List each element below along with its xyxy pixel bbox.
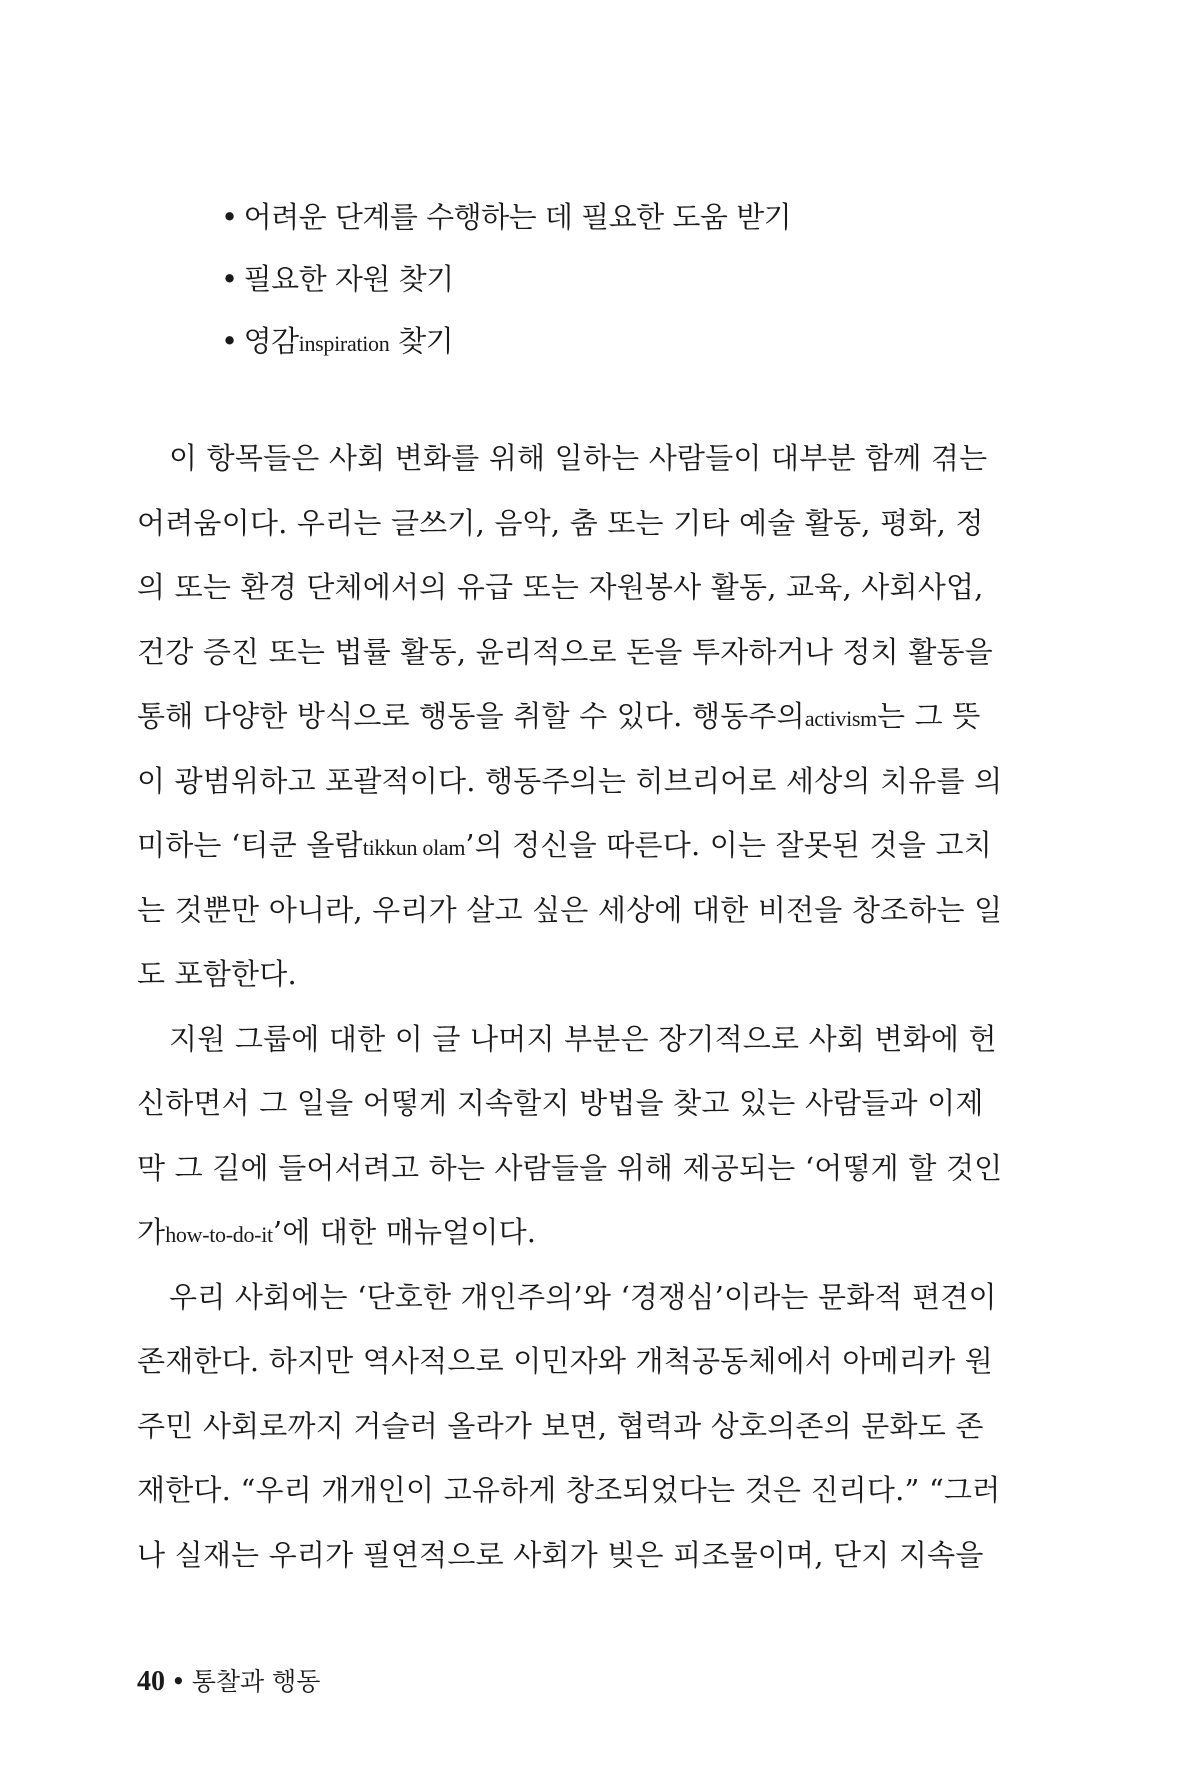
line-text: 미하는 ‘티쿤 올람 [137,828,363,862]
text-line: 도 포함한다. [137,957,297,991]
text-line [137,1200,969,1265]
bullet-text: 필요한 자원 찾기 [243,262,454,296]
text-line: 이 항목들은 사회 변화를 위해 일하는 사람들이 대부분 함께 겪는 [169,441,988,475]
paragraph-2 [137,1007,1003,1265]
bullet-text: 어려운 단계를 수행하는 데 필요한 도움 받기 [243,200,792,234]
line-text: 는 그 뜻 [876,699,981,733]
text-line: 어려움이다. 우리는 글쓰기, 음악, 춤 또는 기타 예술 활동, 평화, 정 [137,505,984,540]
line-text: 가 [137,1215,166,1249]
english-gloss: how-to-do-it [165,1222,273,1247]
text-line: 존재한다. 하지만 역사적으로 이민자와 개척공동체에서 아메리카 원 [137,1344,993,1378]
list-item [221,248,1021,310]
paragraph-3 [137,1265,1001,1588]
bullet-text-suffix: 찾기 [389,324,454,358]
list-item [221,310,1021,375]
text-line: 건강 증진 또는 법률 활동, 윤리적으로 돈을 투자하거나 정치 활동을 [137,634,993,669]
text-line: 지원 그룹에 대한 이 글 나머지 부분은 장기적으로 사회 변화에 헌 [169,1021,997,1056]
footer-separator: • [171,1667,186,1696]
bullet-marker: • [221,262,238,296]
bullet-marker: • [221,324,238,358]
english-gloss: activism [804,706,877,731]
english-gloss: inspiration [298,331,390,356]
page-number: 40 [137,1666,165,1697]
text-line: 는 것뿐만 아니라, 우리가 살고 싶은 세상에 대한 비전을 창조하는 일 [137,892,1003,927]
text-line: 이 광범위하고 포괄적이다. 행동주의는 히브리어로 세상의 치유를 의 [137,763,1003,798]
bullet-marker: • [221,200,238,234]
bullet-list [221,186,1021,375]
paragraph-1 [137,426,1003,1007]
line-text: 통해 다양한 방식으로 행동을 취할 수 있다. 행동주의 [137,699,805,733]
text-line: 주민 사회로까지 거슬러 올라가 보면, 협력과 상호의존의 문화도 존 [137,1408,984,1443]
text-line: 신하면서 그 일을 어떻게 지속할지 방법을 찾고 있는 사람들과 이제 [137,1086,984,1120]
text-line: 막 그 길에 들어서려고 하는 사람들을 위해 제공되는 ‘어떻게 할 것인 [137,1150,1003,1185]
line-text: ’에 대한 매뉴얼이다. [272,1215,537,1249]
text-line: 의 또는 환경 단체에서의 유급 또는 자원봉사 활동, 교육, 사회사업, [137,570,984,604]
line-text: ’의 정신을 따른다. 이는 잘못된 것을 고치 [465,828,992,862]
list-item [221,186,1021,248]
text-line: 나 실재는 우리가 필연적으로 사회가 빚은 피조물이며, 단지 지속을 [137,1537,984,1572]
running-title: 통찰과 행동 [191,1667,321,1696]
page-footer [137,1662,320,1698]
text-line [137,813,992,878]
english-gloss: tikkun olam [362,835,466,860]
bullet-text: 영감 [243,324,299,358]
body-text [137,426,1003,1587]
text-line: 재한다. “우리 개개인이 고유하게 창조되었다는 것은 진리다.” “그러 [137,1473,1001,1507]
text-line: 우리 사회에는 ‘단호한 개인주의’와 ‘경쟁심’이라는 문화적 편견이 [169,1279,997,1314]
text-line [137,684,981,749]
